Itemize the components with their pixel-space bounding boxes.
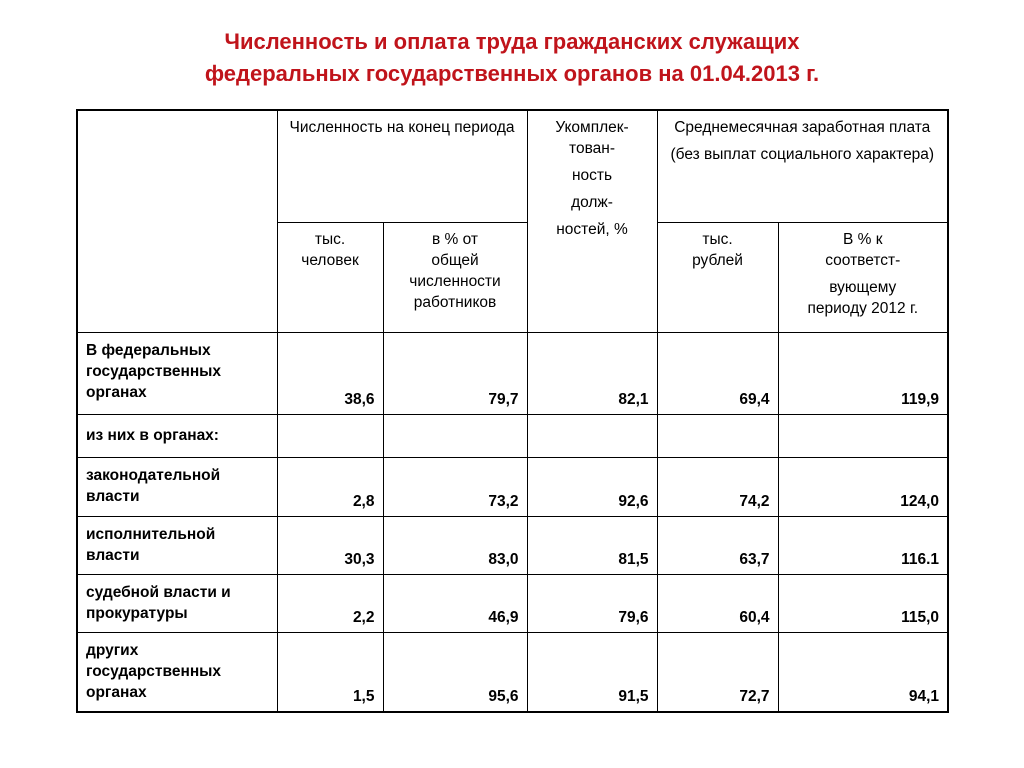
cell-thousand-people: 38,6 (277, 332, 383, 414)
cell-salary-thousand (657, 414, 778, 457)
header-headcount-percent (383, 222, 527, 332)
cell-staffing-percent: 82,1 (527, 332, 657, 414)
row-label: судебной власти и прокуратуры (77, 574, 277, 632)
cell-salary-thousand: 72,7 (657, 632, 778, 712)
page-title-line-1: Численность и оплата труда гражданских служащих (224, 29, 800, 54)
cell-percent-of-total: 95,6 (383, 632, 527, 712)
header-subline: численности (409, 272, 501, 290)
cell-salary-percent: 119,9 (778, 332, 948, 414)
header-subline: соответст- (825, 251, 901, 269)
header-staffing-line: Укомплек- (555, 119, 629, 136)
cell-staffing-percent: 79,6 (527, 574, 657, 632)
cell-percent-of-total: 79,7 (383, 332, 527, 414)
cell-staffing-percent: 92,6 (527, 457, 657, 516)
header-subline: в % от (432, 230, 479, 248)
header-staffing (527, 110, 657, 332)
row-label: из них в органах: (77, 414, 277, 457)
header-salary-note: (без выплат социального характера) (670, 146, 935, 163)
cell-percent-of-total (383, 414, 527, 457)
table-row (77, 516, 948, 574)
cell-percent-of-total: 83,0 (383, 516, 527, 574)
table-row (77, 632, 948, 712)
cell-salary-thousand: 69,4 (657, 332, 778, 414)
header-salary-thousand (657, 222, 778, 332)
cell-salary-thousand: 63,7 (657, 516, 778, 574)
civil-servants-table (76, 109, 949, 713)
header-subline: общей (431, 251, 479, 269)
cell-salary-percent: 115,0 (778, 574, 948, 632)
row-label: других государственных органах (77, 632, 277, 712)
header-staffing-line: ность (571, 167, 613, 184)
header-headcount (277, 110, 527, 222)
header-subline: работников (413, 293, 497, 311)
cell-thousand-people: 2,2 (277, 574, 383, 632)
header-subline: рублей (692, 251, 743, 269)
row-label: законодательной власти (77, 457, 277, 516)
page-title (0, 26, 1024, 90)
header-subline: тыс. (702, 230, 733, 248)
table-row (77, 414, 948, 457)
cell-salary-percent: 124,0 (778, 457, 948, 516)
header-corner-cell (77, 110, 277, 332)
cell-thousand-people: 30,3 (277, 516, 383, 574)
cell-thousand-people: 1,5 (277, 632, 383, 712)
page-title-line-2: федеральных государственных органов на 01.04.2013 г. (204, 61, 820, 86)
row-label: исполнительной власти (77, 516, 277, 574)
header-subline: периоду 2012 г. (807, 299, 919, 317)
header-staffing-line: ностей, % (556, 221, 628, 238)
cell-salary-percent (778, 414, 948, 457)
cell-percent-of-total: 46,9 (383, 574, 527, 632)
header-salary-label: Среднемесячная заработная плата (674, 119, 931, 136)
header-staffing-line: тован- (569, 140, 615, 157)
header-subline: тыс. (314, 230, 346, 248)
header-subline: В % к (843, 230, 883, 248)
cell-salary-thousand: 74,2 (657, 457, 778, 516)
table-row (77, 457, 948, 516)
header-headcount-label: Численность на конец периода (289, 119, 515, 136)
table-row (77, 332, 948, 414)
header-salary (657, 110, 948, 222)
table-row (77, 574, 948, 632)
cell-salary-percent: 94,1 (778, 632, 948, 712)
cell-salary-thousand: 60,4 (657, 574, 778, 632)
header-subline: человек (301, 251, 359, 269)
cell-staffing-percent: 91,5 (527, 632, 657, 712)
header-headcount-thousand (277, 222, 383, 332)
row-label: В федеральных государственных органах (77, 332, 277, 414)
cell-percent-of-total: 73,2 (383, 457, 527, 516)
cell-staffing-percent: 81,5 (527, 516, 657, 574)
header-staffing-line: долж- (571, 194, 613, 211)
cell-thousand-people: 2,8 (277, 457, 383, 516)
cell-salary-percent: 116.1 (778, 516, 948, 574)
cell-staffing-percent (527, 414, 657, 457)
header-salary-percent (778, 222, 948, 332)
header-subline: вующему (829, 278, 897, 296)
cell-thousand-people (277, 414, 383, 457)
